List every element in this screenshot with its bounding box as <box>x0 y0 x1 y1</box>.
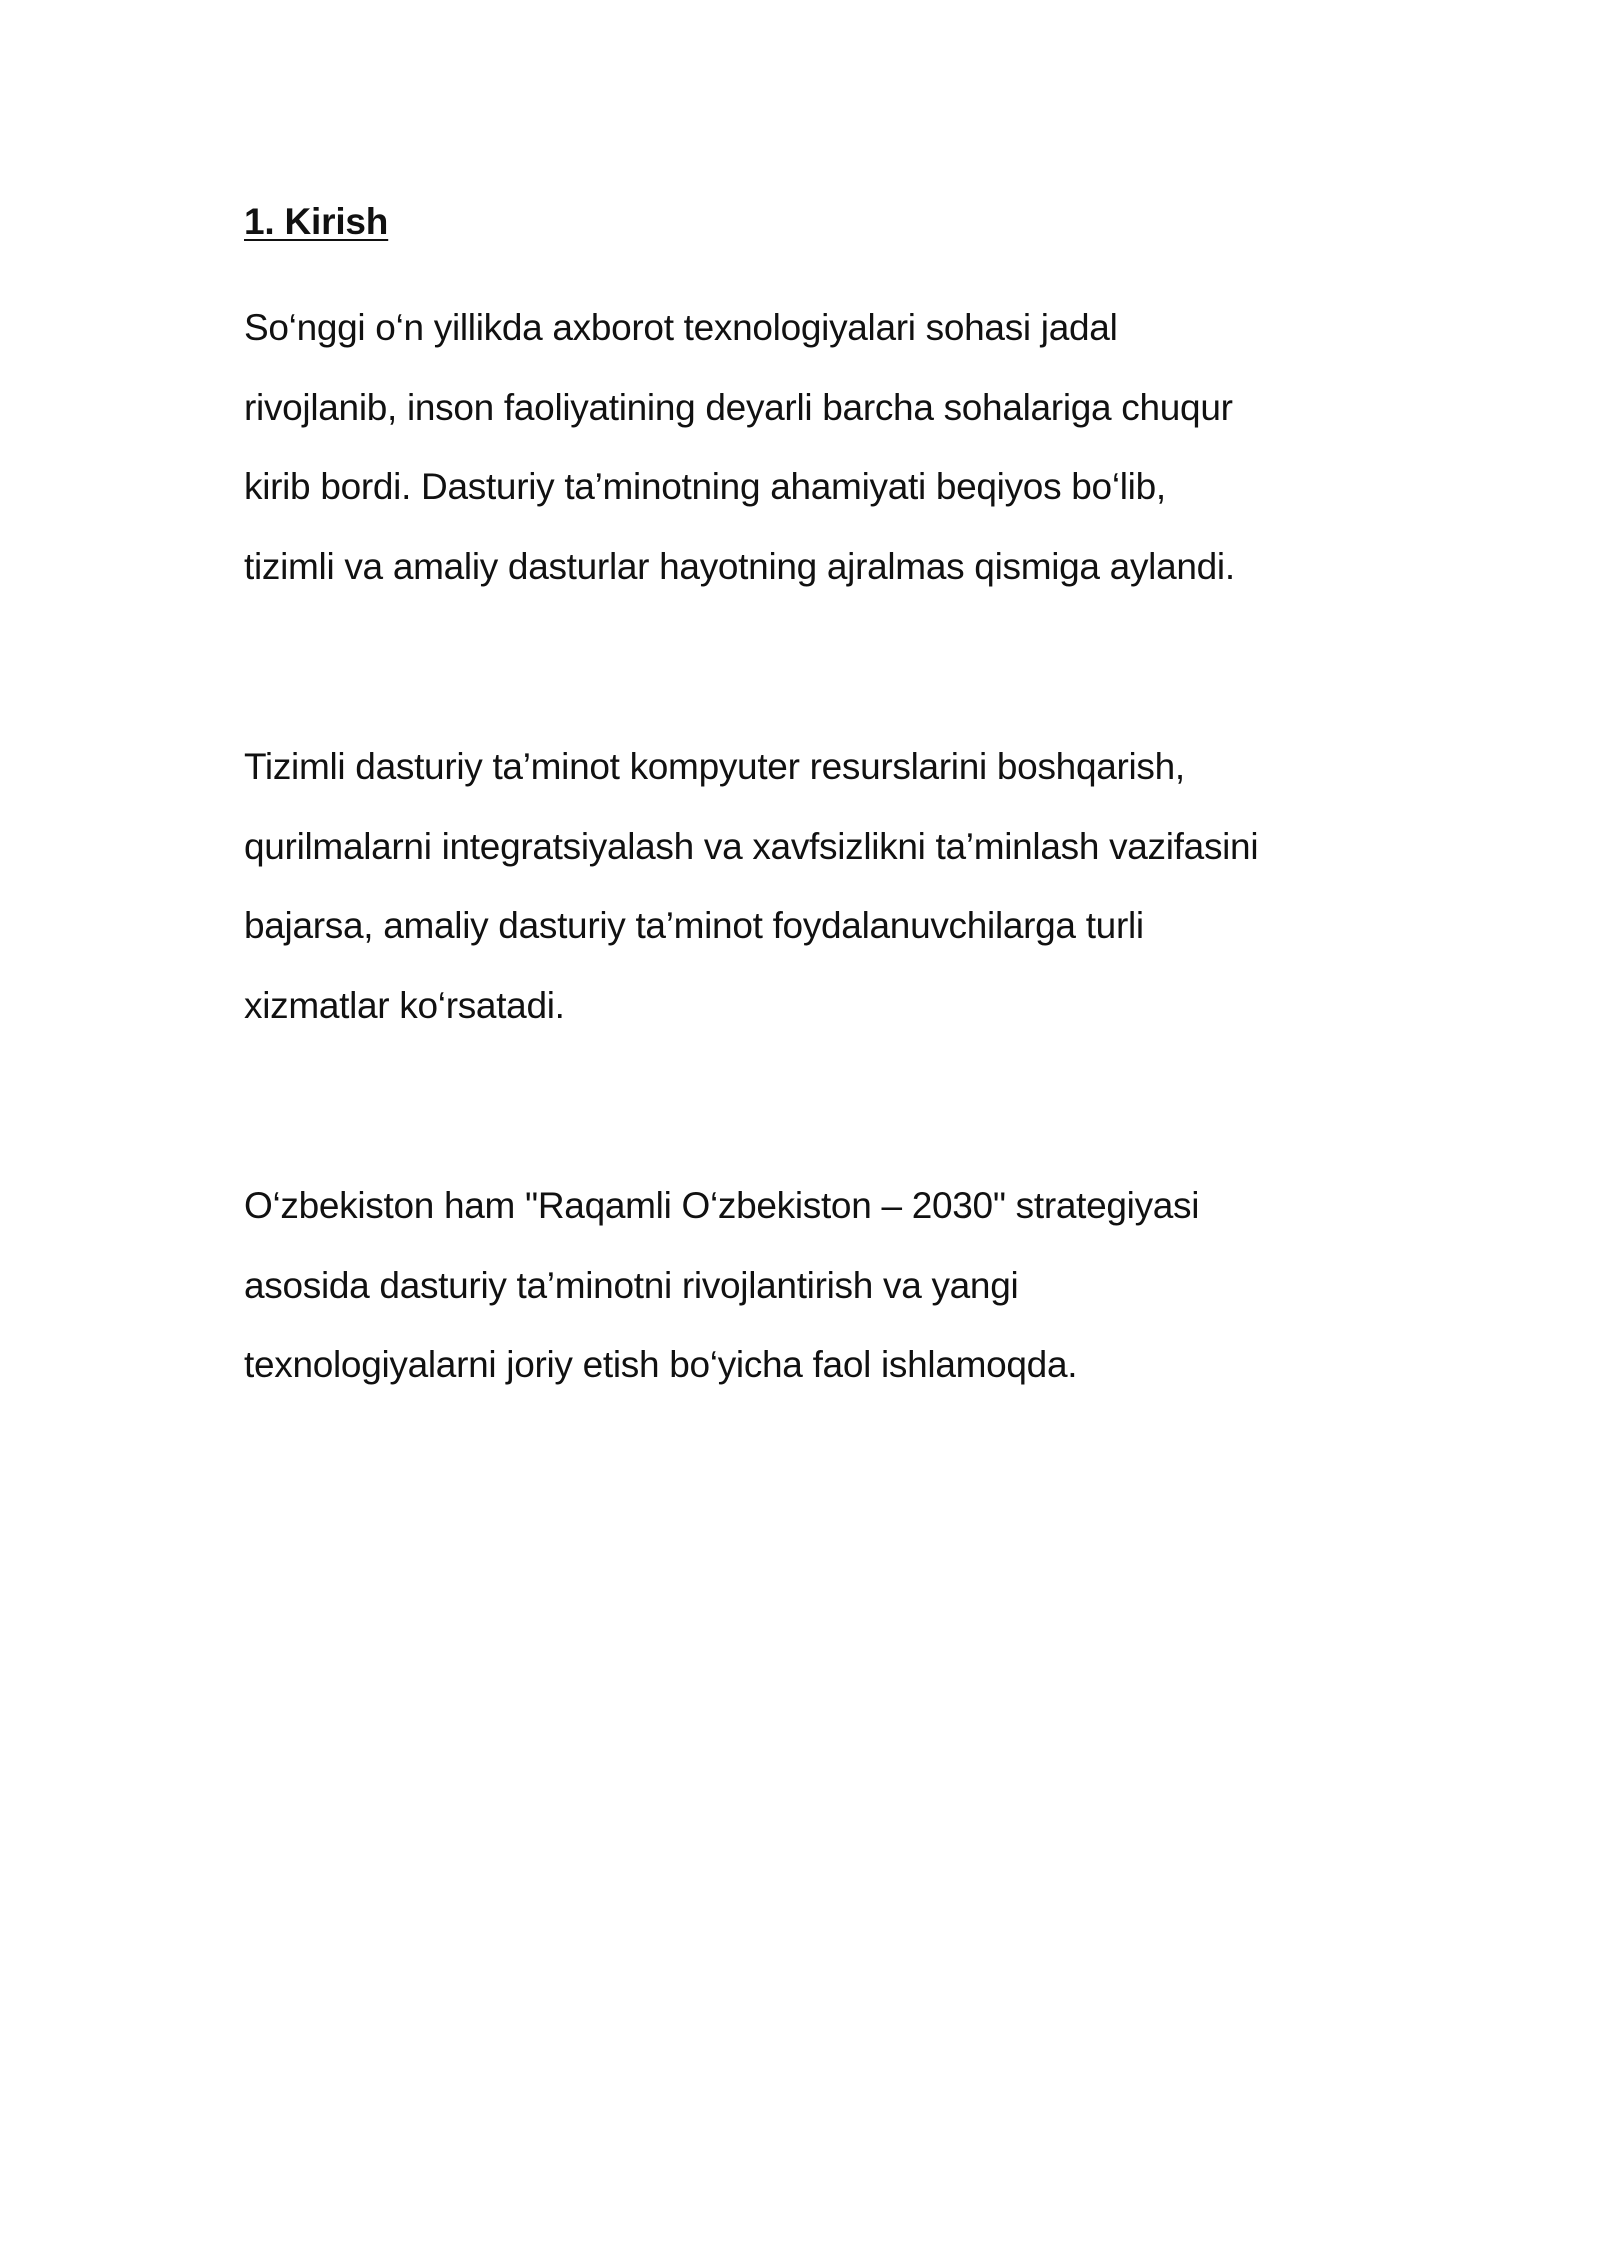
paragraph-line: asosida dasturiy ta’minotni rivojlantirish va yangi <box>244 1264 1019 1306</box>
paragraph-line: rivojlanib, inson faoliyatining deyarli barcha sohalariga chuqur <box>244 386 1233 428</box>
paragraph-line: tizimli va amaliy dasturlar hayotning ajralmas qismiga aylandi. <box>244 545 1235 587</box>
paragraph-line: So‘nggi o‘n yillikda axborot texnologiyalari sohasi jadal <box>244 307 1118 348</box>
paragraph-digital-uzbekistan <box>244 1166 1384 1405</box>
paragraph-line: Tizimli dasturiy ta’minot kompyuter resurslarini boshqarish, <box>244 746 1185 787</box>
section-heading: 1. Kirish <box>244 201 389 242</box>
paragraph-line: kirib bordi. Dasturiy ta’minotning ahamiyati beqiyos bo‘lib, <box>244 466 1166 507</box>
paragraph-line: qurilmalarni integratsiyalash va xavfsizlikni ta’minlash vazifasini <box>244 825 1259 867</box>
paragraph-system-software <box>244 727 1384 1045</box>
paragraph-introduction <box>244 288 1384 606</box>
paragraph-line: texnologiyalarni joriy etish bo‘yicha faol ishlamoqda. <box>244 1344 1078 1385</box>
paragraph-line: O‘zbekiston ham "Raqamli O‘zbekiston – 2030" strategiyasi <box>244 1185 1200 1226</box>
document-body <box>244 196 1384 1405</box>
paragraph-line: bajarsa, amaliy dasturiy ta’minot foydalanuvchilarga turli <box>244 905 1144 946</box>
paragraph-line: xizmatlar ko‘rsatadi. <box>244 984 565 1026</box>
